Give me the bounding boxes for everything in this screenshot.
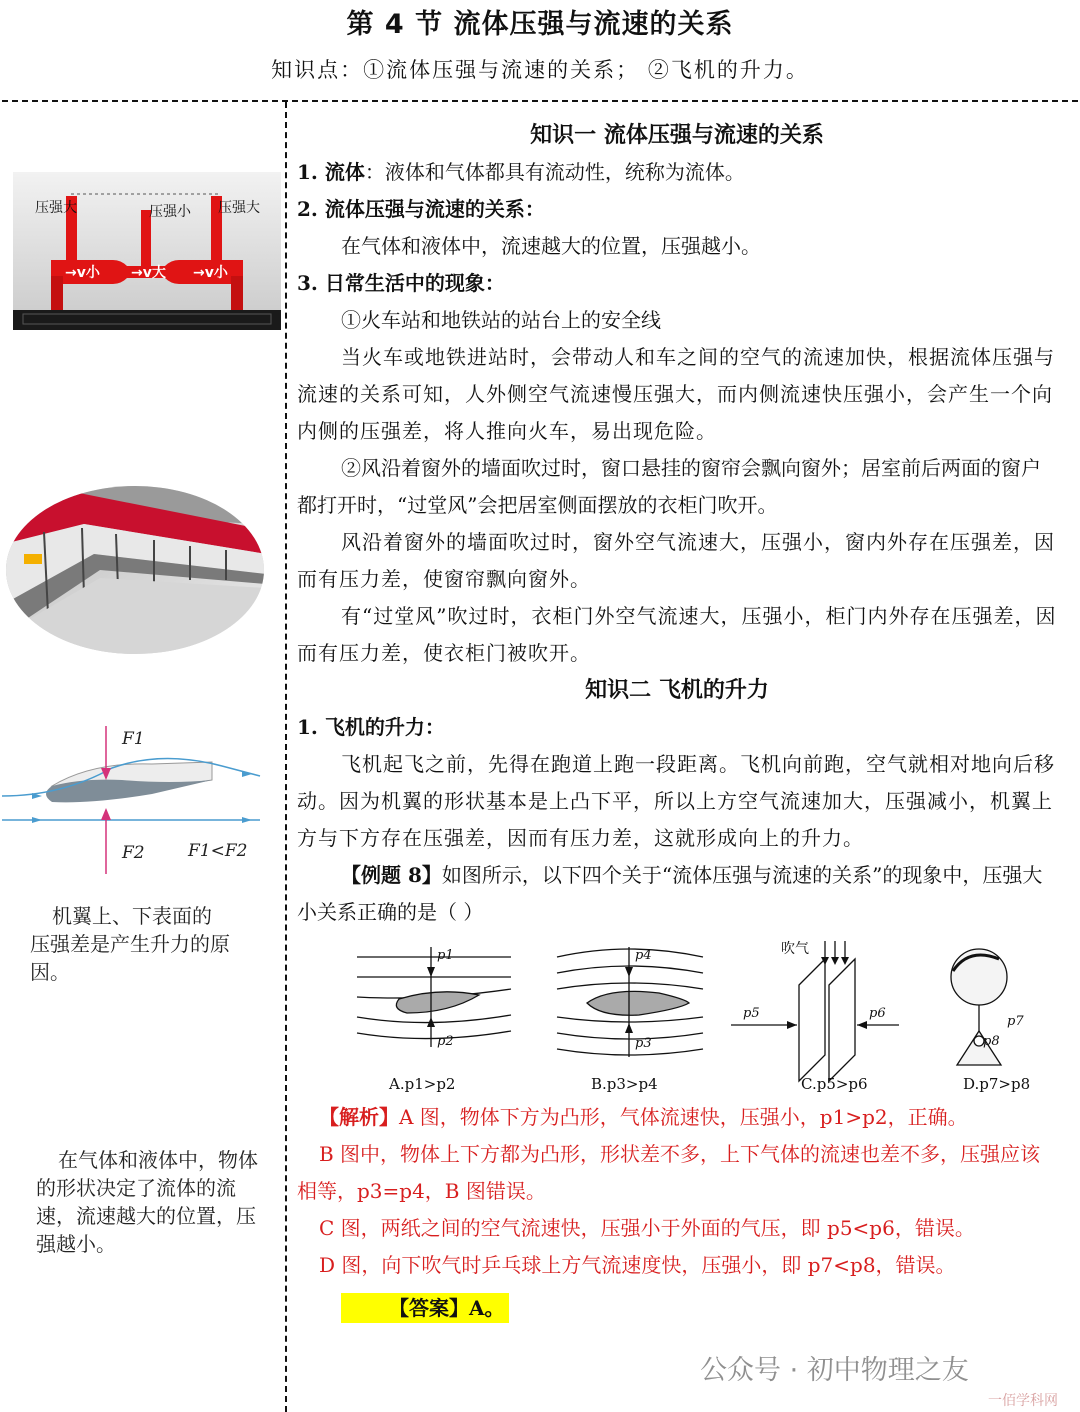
shape-speed-caption: 在气体和液体中，物体的形状决定了流体的流速，流速越大的位置，压强越小。 xyxy=(36,1148,258,1256)
label-p1: p1 xyxy=(437,948,454,963)
analysis-b: B 图中，物体上下方都为凸形，形状差不多，上下气体的流速也差不多，压强应该相等，p3=p4，B 图错误。 xyxy=(297,1142,1041,1203)
analysis-c: C 图，两纸之间的空气流速快，压强小于外面的气压，即 p5<p6，错误。 xyxy=(319,1216,975,1240)
caption-c: C.p5>p6 xyxy=(801,1075,868,1093)
analysis-a xyxy=(297,1099,1057,1136)
phenomenon1-title: ①火车站和地铁站的站台上的安全线 xyxy=(341,308,661,332)
label-blow: 吹气 xyxy=(781,941,809,957)
label-velocity-low-left: →v小 xyxy=(65,265,100,281)
example-tag: 【例题 8】 xyxy=(341,863,442,887)
item2-text: 在气体和液体中，流速越大的位置，压强越小。 xyxy=(341,234,761,258)
analysis-a-text: A 图，物体下方为凸形，气体流速快，压强小，p1>p2，正确。 xyxy=(399,1105,968,1129)
label-pressure-high-right: 压强大 xyxy=(218,200,260,216)
phenomenon1-text: 当火车或地铁进站时，会带动人和车之间的空气的流速加快，根据流体压强与流速的关系可知，人外侧空气流速慢压强大，而内侧流速快压强小，会产生一个向内侧的压强差，将人推向火车，易出现危险。 xyxy=(297,345,1055,443)
label-pressure-low: 压强小 xyxy=(149,204,191,220)
section2-heading: 知识二 飞机的升力 xyxy=(585,678,769,703)
phenomenon2-wardrobe: 有“过堂风”吹过时，衣柜门外空气流速大，压强小，柜门内外存在压强差，因而有压力差，使衣柜门被吹开。 xyxy=(297,604,1057,665)
label-p8: p8 xyxy=(983,1034,1000,1049)
caption-d: D.p7>p8 xyxy=(963,1075,1031,1093)
phenomenon2-title: ②风沿着窗外的墙面吹过时，窗口悬挂的窗帘会飘向窗外；居室前后两面的窗户都打开时，“过堂风”会把居室侧面摆放的衣柜门吹开。 xyxy=(297,456,1041,517)
label-p6: p6 xyxy=(869,1006,886,1021)
example-question xyxy=(297,857,1057,931)
phenomenon2-curtain: 风沿着窗外的墙面吹过时，窗外空气流速大，压强小，窗内外存在压强差，因而有压力差，使窗帘飘向窗外。 xyxy=(297,530,1055,591)
header-divider xyxy=(2,100,1078,102)
diagram-a xyxy=(357,947,511,1047)
item1 xyxy=(297,154,1057,191)
column-divider xyxy=(285,102,287,1412)
item1-label: 1. 流体 xyxy=(297,160,365,184)
example-diagrams xyxy=(339,937,1049,1095)
analysis-tag: 【解析】 xyxy=(319,1105,399,1129)
label-p7: p7 xyxy=(1007,1014,1024,1029)
label-velocity-high: →v大 xyxy=(131,265,166,281)
subway-platform-photo xyxy=(4,484,266,656)
airfoil-figure xyxy=(2,724,264,874)
item2-label: 2. 流体压强与流速的关系： xyxy=(297,197,545,221)
force-f2-label: F2 xyxy=(122,843,145,863)
lift-text: 飞机起飞之前，先得在跑道上跑一段距离。飞机向前跑，空气就相对地向后移动。因为机翼的形状基本是上凸下平，所以上方空气流速加大，压强减小，机翼上方与下方存在压强差，因而有压力差，这就形成向上的升力。 xyxy=(297,752,1055,850)
label-p3: p3 xyxy=(635,1036,652,1051)
corner-watermark: 一佰学科网 xyxy=(988,1393,1058,1409)
caption-a: A.p1>p2 xyxy=(389,1075,456,1093)
main-content xyxy=(297,117,1057,1327)
force-f1-label: F1 xyxy=(122,729,145,749)
label-p4: p4 xyxy=(635,948,652,963)
label-p5: p5 xyxy=(743,1006,760,1021)
force-relation-label: F1<F2 xyxy=(188,841,248,861)
venturi-tube-figure xyxy=(13,172,281,330)
item1-text: ：液体和气体都具有流动性，统称为流体。 xyxy=(364,160,745,184)
caption-b: B.p3>p4 xyxy=(591,1075,658,1093)
diagram-b xyxy=(557,947,703,1057)
section1-heading: 知识一 流体压强与流速的关系 xyxy=(530,123,824,148)
label-p2: p2 xyxy=(437,1034,454,1049)
answer: 【答案】A。 xyxy=(341,1293,509,1323)
airfoil-caption: 机翼上、下表面的压强差是产生升力的原因。 xyxy=(30,904,230,984)
label-velocity-low-right: →v小 xyxy=(193,265,228,281)
watermark: 公众号 · 初中物理之友 xyxy=(700,1355,969,1386)
lift-label: 1. 飞机的升力： xyxy=(297,715,445,739)
label-pressure-high-left: 压强大 xyxy=(35,200,77,216)
example-text: 如图所示，以下四个关于“流体压强与流速的关系”的现象中，压强大小关系正确的是（ ） xyxy=(297,863,1043,924)
analysis-d: D 图，向下吹气时乒乓球上方气流速度快，压强小，即 p7<p8，错误。 xyxy=(319,1253,956,1277)
knowledge-points: 知识点：①流体压强与流速的关系； ②飞机的升力。 xyxy=(271,58,809,82)
item3-label: 3. 日常生活中的现象： xyxy=(297,271,505,295)
page-title: 第 4 节 流体压强与流速的关系 xyxy=(346,9,734,40)
